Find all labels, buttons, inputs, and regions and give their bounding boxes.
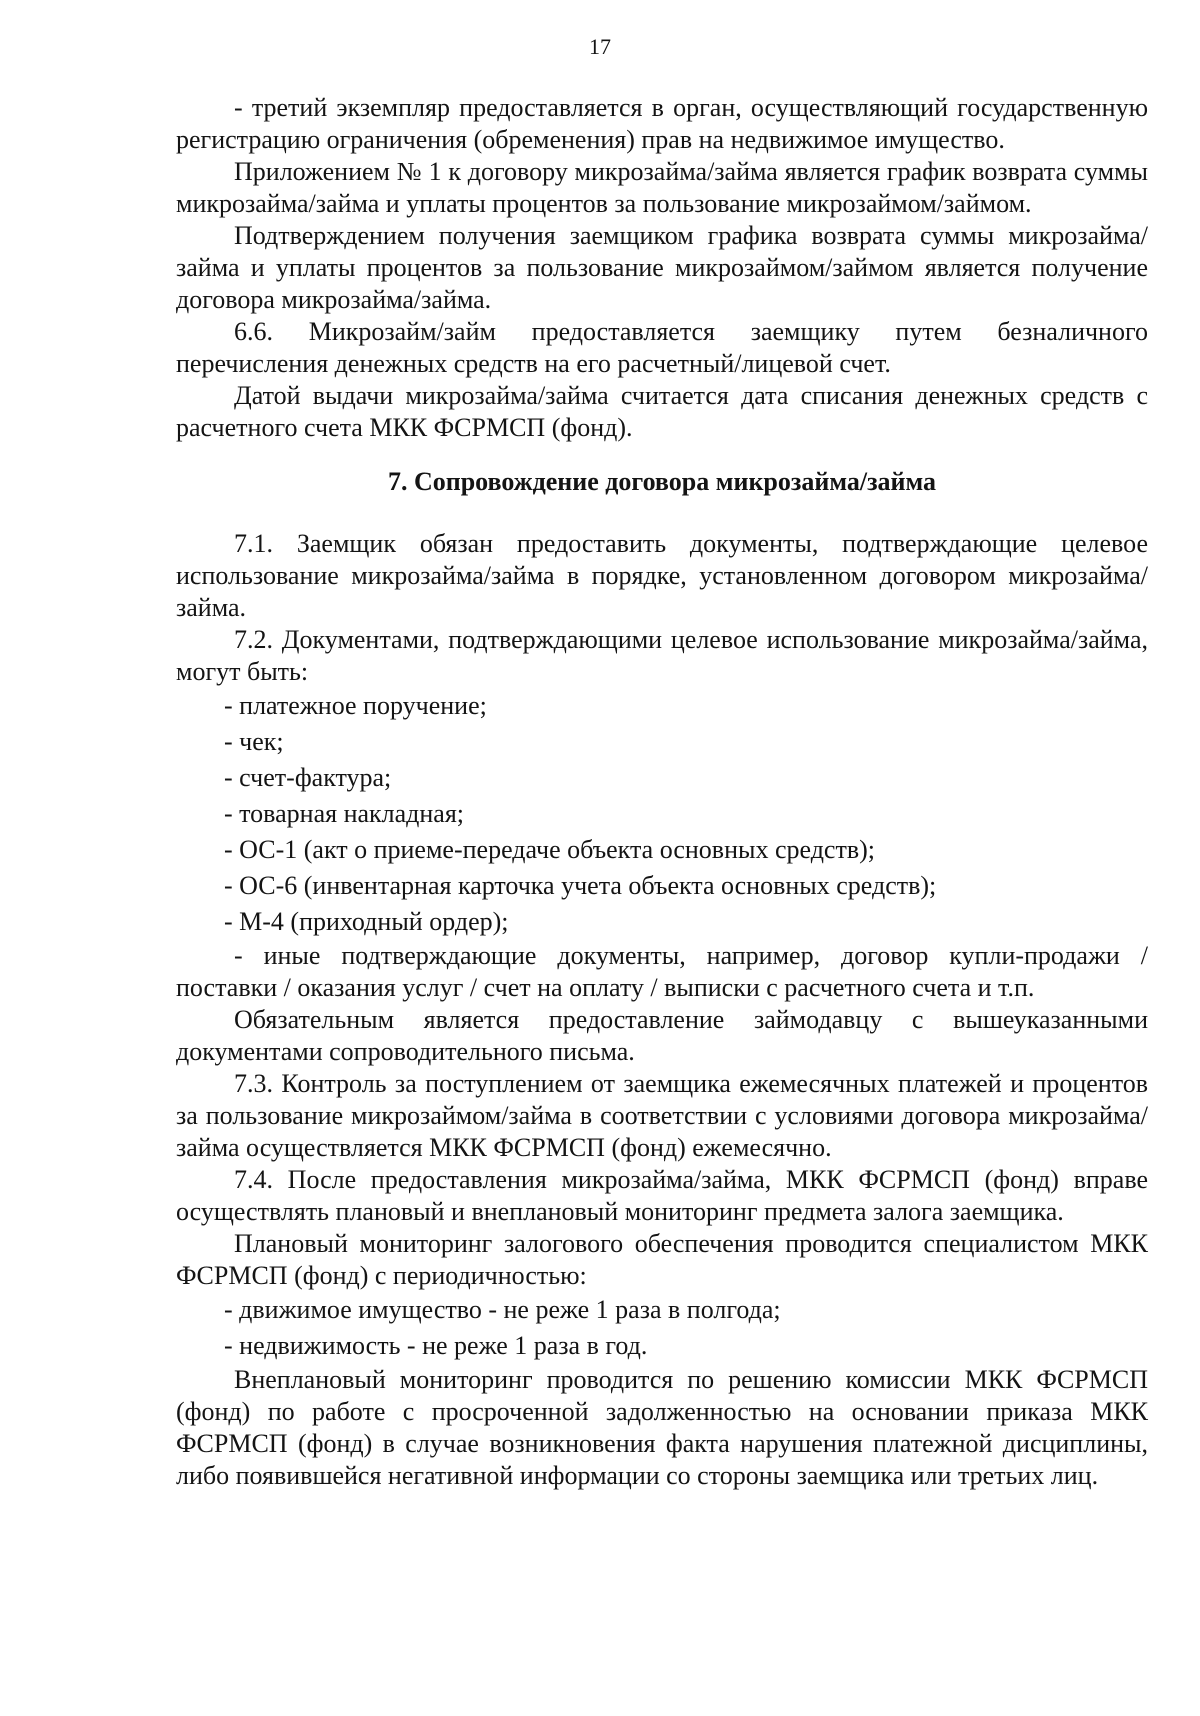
list-item: - платежное поручение; <box>224 691 487 720</box>
paragraph-third-copy: - третий экземпляр предоставляется в орган, осуществляющий государственную регистрацию ограничения (обременения) прав на недвижимое имущество. <box>176 93 1148 154</box>
paragraph-mandatory-letter: Обязательным является предоставление займодавцу с вышеуказанными документами сопроводительного письма. <box>176 1005 1148 1066</box>
list-item: - товарная накладная; <box>224 799 465 828</box>
paragraph-6-6: 6.6. Микрозайм/займ предоставляется заемщику путем безналичного перечисления денежных средств на его расчетный/лицевой счет. <box>176 317 1148 378</box>
list-item: - М-4 (приходный ордер); <box>224 907 509 936</box>
paragraph-unplanned-monitoring: Внеплановый мониторинг проводится по решению комиссии МКК ФСРМСП (фонд) по работе с просроченной задолженностью на основании приказа МКК ФСРМСП (фонд) в случае возникновения факта нарушения платежной дисциплины, либо появившейся негативной информации со стороны заемщика или третьих лиц. <box>176 1365 1148 1490</box>
paragraph-issue-date: Датой выдачи микрозайма/займа считается дата списания денежных средств с расчетного счета МКК ФСРМСП (фонд). <box>176 381 1148 442</box>
document-body <box>176 92 1148 1492</box>
paragraph-7-1: 7.1. Заемщик обязан предоставить документы, подтверждающие целевое использование микрозайма/займа в порядке, установленном договором микрозайма/займа. <box>176 529 1148 622</box>
page-number: 17 <box>589 34 611 59</box>
paragraph-planned-monitoring: Плановый мониторинг залогового обеспечения проводится специалистом МКК ФСРМСП (фонд) с периодичностью: <box>176 1229 1148 1290</box>
list-item: - иные подтверждающие документы, например, договор купли-продажи / поставки / оказания услуг / счет на оплату / выписки с расчетного счета и т.п. <box>176 941 1148 1002</box>
section-7-heading: 7. Сопровождение договора микрозайма/займа <box>387 467 937 496</box>
paragraph-7-2: 7.2. Документами, подтверждающими целевое использование микрозайма/займа, могут быть: <box>176 625 1148 686</box>
paragraph-appendix-1: Приложением № 1 к договору микрозайма/займа является график возврата суммы микрозайма/займа и уплаты процентов за пользование микрозаймом/займом. <box>176 157 1148 218</box>
list-item: - движимое имущество - не реже 1 раза в полгода; <box>224 1295 781 1324</box>
paragraph-7-4: 7.4. После предоставления микрозайма/займа, МКК ФСРМСП (фонд) вправе осуществлять плановый и внеплановый мониторинг предмета залога заемщика. <box>176 1165 1148 1226</box>
paragraph-schedule-confirmation: Подтверждением получения заемщиком графика возврата суммы микрозайма/займа и уплаты процентов за пользование микрозаймом/займом является получение договора микрозайма/займа. <box>176 221 1148 314</box>
list-item: - недвижимость - не реже 1 раза в год. <box>224 1331 648 1360</box>
list-item: - ОС-6 (инвентарная карточка учета объекта основных средств); <box>224 871 937 900</box>
paragraph-7-3: 7.3. Контроль за поступлением от заемщика ежемесячных платежей и процентов за пользование микрозаймом/займа в соответствии с условиями договора микрозайма/займа осуществляется МКК ФСРМСП (фонд) ежемесячно. <box>176 1069 1148 1162</box>
list-item: - счет-фактура; <box>224 763 392 792</box>
list-item: - чек; <box>224 727 284 756</box>
list-item: - ОС-1 (акт о приеме-передаче объекта основных средств); <box>224 835 875 864</box>
